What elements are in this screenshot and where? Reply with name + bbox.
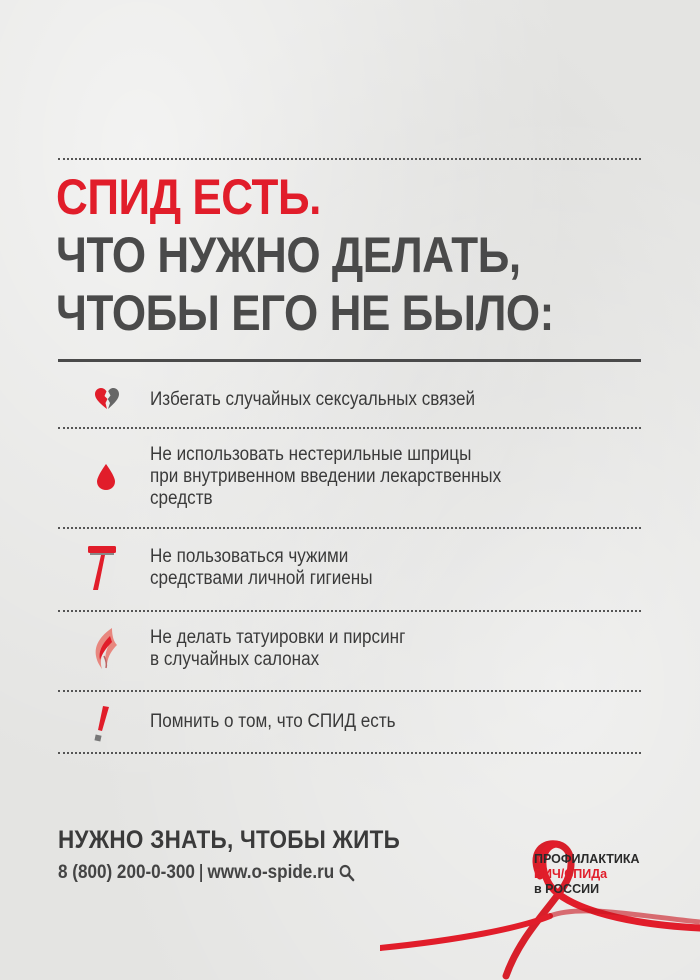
headline-line-1: СПИД ЕСТЬ. [56,169,321,225]
list-item-5 [150,711,582,733]
headline-underline [58,359,641,362]
list-item-3-line-2: средствами личной гигиены [150,568,373,589]
list-item-4 [150,627,582,671]
headline-line-3: ЧТОБЫ ЕГО НЕ БЫЛО: [56,285,554,341]
list-item-3-line-1: Не пользоваться чужими [150,546,349,567]
flame-tattoo-icon [90,626,120,675]
list-item-2-line-1: Не использовать нестерильные шприцы [150,444,472,465]
razor-icon [86,544,120,597]
list-item-2-line-2: при внутривенном введении лекарственных [150,466,502,487]
brand-line-3: в РОССИИ [534,882,600,896]
list-item-2-line-3: средств [150,488,213,509]
brand-line-1: ПРОФИЛАКТИКА [534,852,640,866]
contact-separator [200,864,202,882]
search-icon [339,864,355,882]
blood-drop-icon [96,463,116,496]
list-item-5-line-1: Помнить о том, что СПИД есть [150,711,396,732]
bottom-dotted-divider [58,752,641,754]
broken-heart-icon [94,387,120,416]
item-divider-2 [58,527,641,529]
list-item-1-line-1: Избегать случайных сексуальных связей [150,389,476,410]
headline [56,168,584,342]
top-dotted-divider [58,158,641,160]
headline-line-2: ЧТО НУЖНО ДЕЛАТЬ, [56,227,521,283]
brand-line-2: ВИЧ/СПИДа [534,867,608,881]
footer-contact [58,862,355,884]
list-item-4-line-2: в случайных салонах [150,649,320,670]
list-item-2 [150,444,582,510]
exclamation-icon [90,705,112,748]
footer-slogan: НУЖНО ЗНАТЬ, ЧТОБЫ ЖИТЬ [58,826,401,854]
item-divider-3 [58,610,641,612]
list-item-4-line-1: Не делать татуировки и пирсинг [150,627,406,648]
list-item-1 [150,389,582,411]
website-link[interactable]: www.o-spide.ru [207,862,335,883]
brand-block [534,852,640,897]
hotline-phone: 8 (800) 200-0-300 [58,862,195,883]
item-divider-1 [58,427,641,429]
item-divider-4 [58,690,641,692]
list-item-3 [150,546,582,590]
